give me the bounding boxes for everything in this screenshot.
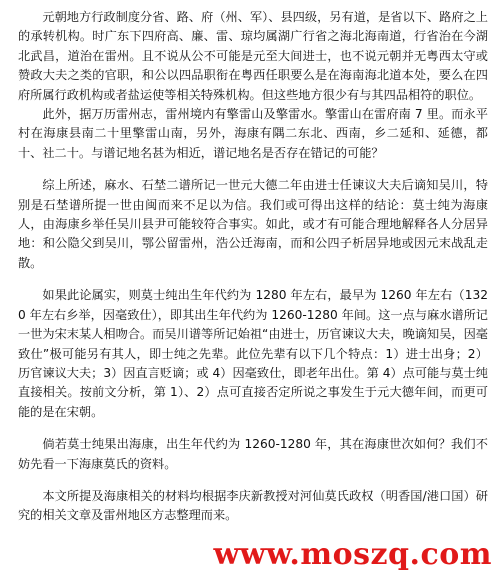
paragraph-gap <box>18 273 488 286</box>
paragraph-haikang-lineage: 倘若莫士纯果出海康，出生年代约为 1260-1280 年，其在海康世次如何？我们不妨先看一下海康莫氏的资料。 <box>18 437 488 471</box>
site-watermark: www.moszq.com <box>213 537 492 572</box>
paragraph-sources-note: 本文所提及海康相关的材料均根据李庆新教授对河仙莫氏政权（明香国/港口国）研究的相关文章及雷州地区方志整理而来。 <box>18 488 488 523</box>
paragraph-gap <box>18 422 488 435</box>
paragraph-admin-system: 元朝地方行政制度分省、路、府（州、军）、县四级，另有道，是省以下、路府之上的承转机构。时广东下四府高、廉、雷、琼均属湖广行省之海北海南道，行省治在今湖北武昌，道治在雷州。且不说从公不可能是元至大间进士，也不说元朝并无粤西太守或赞政大夫之类的官职，和公以四品职衔在粤西任职要么是在海南海北道本处，要么在四府所属行政机构或者盐运使等相关特殊机构。但这些地方很少有与其四品相符的职位。 <box>18 10 488 102</box>
paragraph-leishan: 此外，据万历雷州志，雷州境内有擎雷山及擎雷水。擎雷山在雷府南 7 里。而永平村在海康县南二十里擎雷山南，另外，海康有隅二东北、西南，乡二延和、延德，都十、社二十。与谱记地名甚为相近，谱记地名是否存在错记的可能？ <box>18 107 488 160</box>
paragraph-birth-year: 如果此论属实，则莫士纯出生年代约为 1280 年左右，最早为 1260 年左右（1320 年左右乡举，因毫致仕），即其出生年代约为 1260-1280 年间。这一点与麻水谱所记一世为宋末某人相吻合。而吴川谱等所记始祖“由进士，历官谏议大夫，晚谪知吴，因毫致仕”极可能另有其人，即士纯之先辈。此位先辈有以下几个特点：1）进士出身；2）历官谏议大夫；3）因直言贬谪；或 4）因毫致仕，即老年出仕。第 4）点可能与莫士纯直接相关。按前文分析，第 1）、2）点可直接否定所说之事发生于元大德年间，而更可能的是在宋朝。 <box>18 288 488 419</box>
paragraph-summary: 综上所述，麻水、石埜二谱所记一世元大德二年由进士任谏议大夫后谪知吴川，特别是石埜谱所提一世由闽而来不足以为信。我们或可得出这样的结论：莫士纯为海康人，由海康乡举任吴川县尹可能较符合事实。如此，或才有可能合理地解释各人分居异地：和公隐父到吴川，鄂公留雷州，浩公迁海南，而和公四子析居异地或因元末战乱走散。 <box>18 178 488 270</box>
paragraph-gap <box>18 474 488 487</box>
paragraph-gap <box>18 163 488 176</box>
